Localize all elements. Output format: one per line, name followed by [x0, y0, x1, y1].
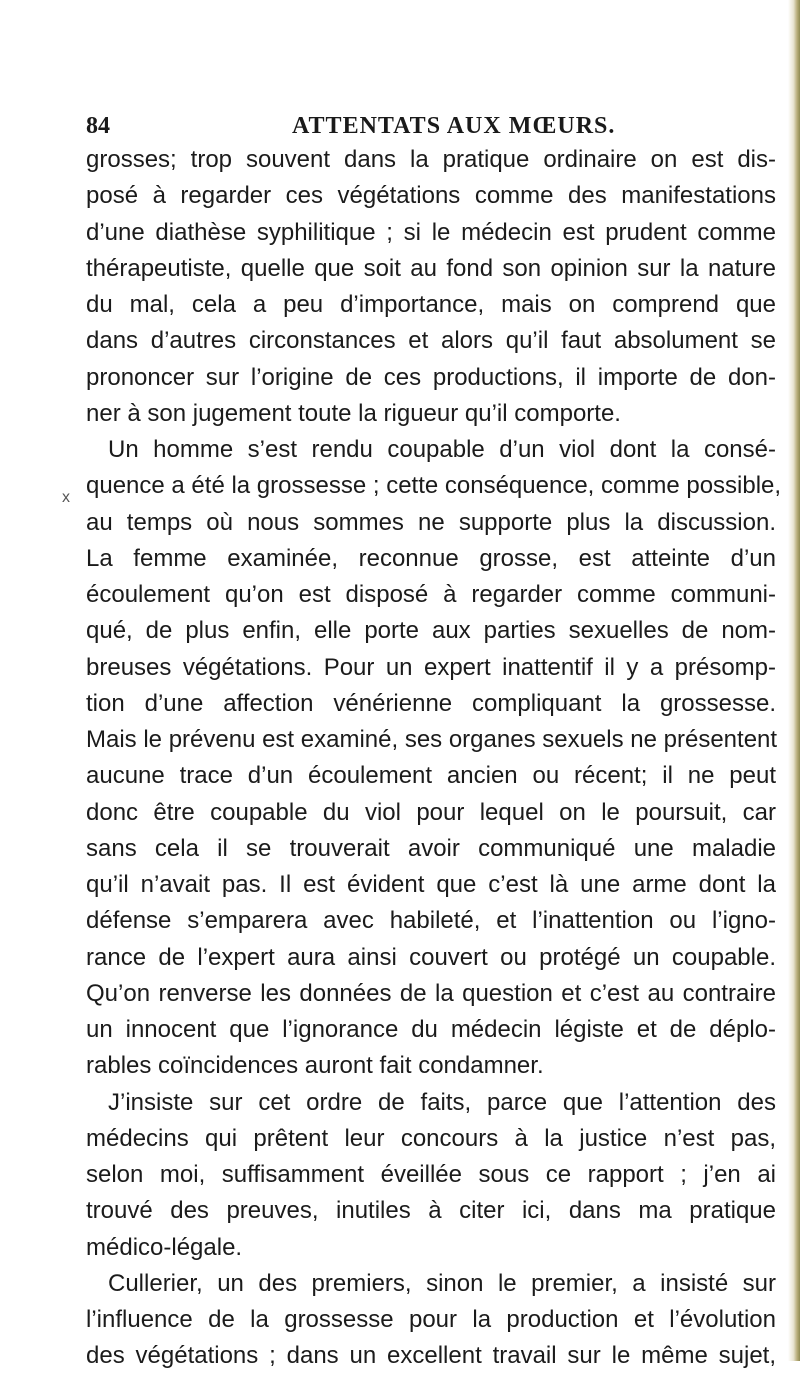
page-edge-shadow	[788, 0, 800, 1361]
text-line: prononcer sur l’origine de ces productions, il importe de don-	[86, 363, 776, 391]
body-text	[86, 142, 782, 1375]
running-head	[86, 110, 782, 142]
text-line: l’influence de la grossesse pour la production et l’évolution	[86, 1306, 776, 1333]
text-line: médico-légale.	[86, 1233, 243, 1261]
text-line: dans d’autres circonstances et alors qu’il faut absolument se	[86, 327, 776, 355]
text-line: sans cela il se trouverait avoir communiqué une maladie	[86, 834, 776, 862]
text-line: ner à son jugement toute la rigueur qu’il comporte.	[86, 399, 621, 427]
text-line: aucune trace d’un écoulement ancien ou récent; il ne peut	[86, 762, 776, 790]
text-line: La femme examinée, reconnue grosse, est atteinte d’un	[86, 544, 776, 572]
text-line: posé à regarder ces végétations comme des manifestations	[86, 182, 776, 210]
text-line: thérapeutiste, quelle que soit au fond son opinion sur la nature	[86, 254, 776, 282]
text-line: breuses végétations. Pour un expert inattentif il y a présomp-	[86, 653, 776, 681]
text-line: grosses; trop souvent dans la pratique ordinaire on est dis-	[86, 146, 776, 173]
text-line: un innocent que l’ignorance du médecin légiste et de déplo-	[86, 1016, 776, 1043]
text-line: rance de l’expert aura ainsi couvert ou protégé un coupable.	[86, 943, 776, 971]
text-line: Qu’on renverse les données de la question et c’est au contraire	[86, 979, 776, 1007]
text-line: au temps où nous sommes ne supporte plus la discussion.	[86, 508, 776, 536]
text-line: quence a été la grossesse ; cette conséquence, comme possible,	[86, 472, 782, 500]
text-line: Un homme s’est rendu coupable d’un viol dont la consé-	[108, 436, 776, 463]
text-line: qu’il n’avait pas. Il est évident que c’est là une arme dont la	[86, 871, 776, 898]
text-line: donc être coupable du viol pour lequel on le poursuit, car	[86, 798, 776, 826]
page-number: 84	[86, 113, 110, 139]
text-line: selon moi, suffisamment éveillée sous ce rapport ; j’en ai	[86, 1161, 776, 1188]
margin-mark: x	[62, 489, 70, 506]
text-line: du mal, cela a peu d’importance, mais on comprend que	[86, 291, 776, 318]
running-title: ATTENTATS AUX MŒURS.	[292, 113, 616, 139]
text-line: d’une diathèse syphilitique ; si le médecin est prudent comme	[86, 218, 776, 246]
text-line: Mais le prévenu est examiné, ses organes sexuels ne présentent	[86, 726, 778, 753]
text-line: Cullerier, un des premiers, sinon le premier, a insisté sur	[108, 1269, 776, 1297]
text-line: qué, de plus enfin, elle porte aux parties sexuelles de nom-	[86, 617, 776, 645]
text-line: défense s’emparera avec habileté, et l’inattention ou l’igno-	[86, 907, 776, 935]
text-line: écoulement qu’on est disposé à regarder comme communi-	[86, 581, 776, 608]
text-line: médecins qui prêtent leur concours à la justice n’est pas,	[86, 1124, 776, 1152]
text-line: des végétations ; dans un excellent travail sur le même sujet,	[86, 1342, 776, 1370]
text-line: trouvé des preuves, inutiles à citer ici, dans ma pratique	[86, 1197, 776, 1225]
text-line: rables coïncidences auront fait condamner.	[86, 1052, 544, 1080]
text-line: J’insiste sur cet ordre de faits, parce que l’attention des	[108, 1088, 776, 1116]
text-line: tion d’une affection vénérienne compliquant la grossesse.	[86, 689, 776, 717]
